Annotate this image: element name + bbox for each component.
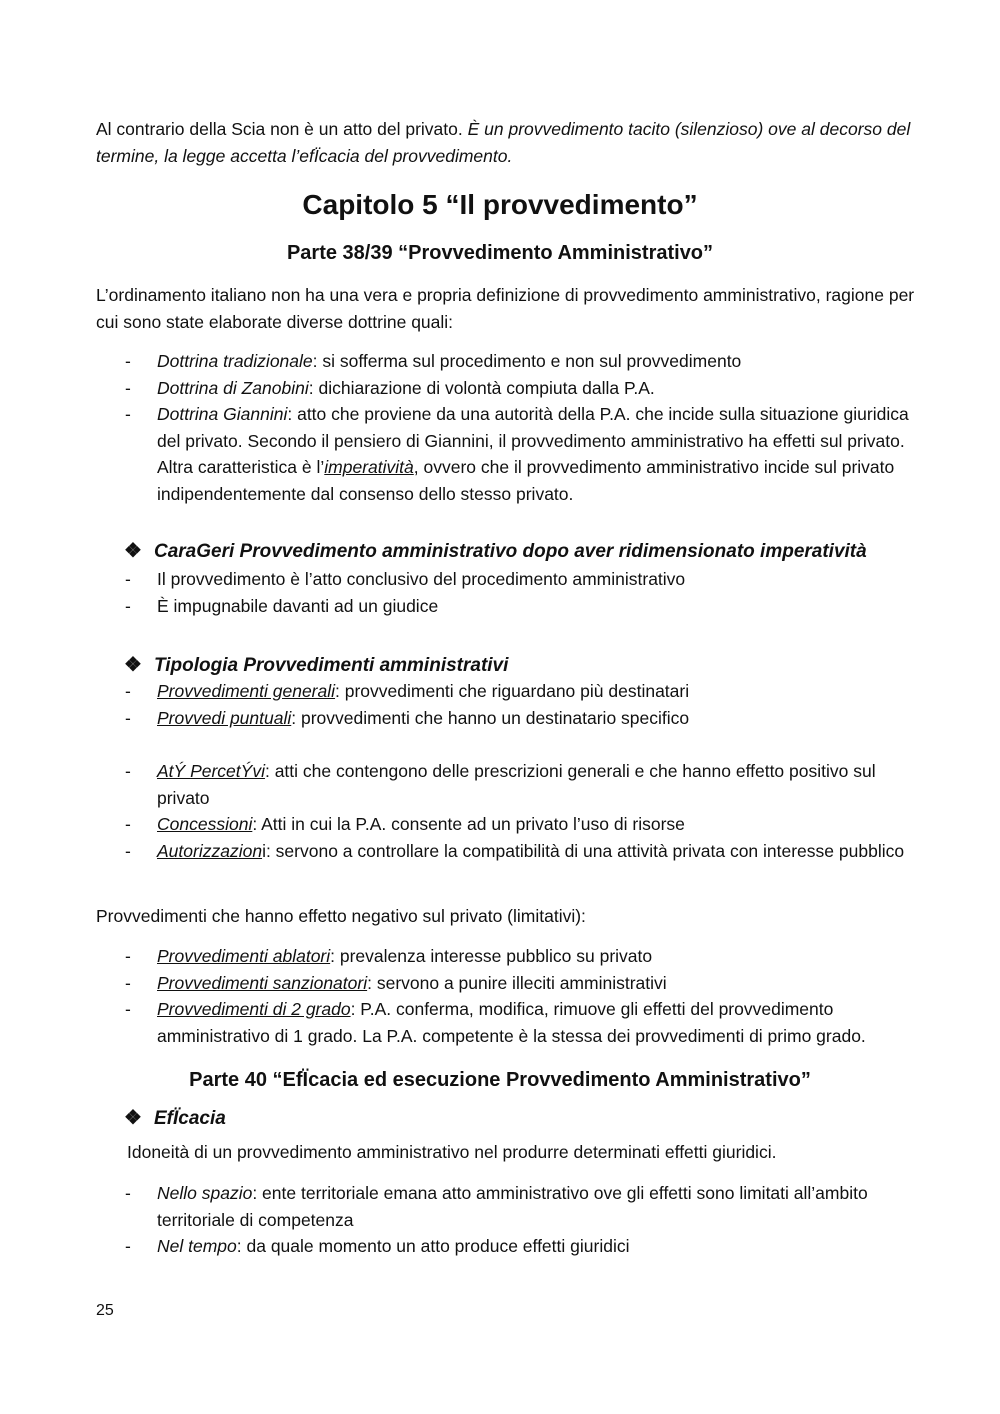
part1-title: Parte 38/39 “Provvedimento Amministrativo” [286,242,714,264]
limitativi-intro: Provvedimenti che hanno effetto negativo sul privato (limitativi): [96,906,586,926]
diamond-bullet-icon: ❖ [124,540,142,562]
tipologia-list-b [0,758,1000,864]
part1-intro: L’ordinamento italiano non ha una vera e propria definizione di provvedimento amministrativo, ragione per cui sono state elaborate diverse dottrine quali: [96,285,915,332]
dash-bullet: - [125,707,131,728]
list-text: : provvedimenti che hanno un destinatario specifico [291,707,690,728]
dash-bullet: - [125,404,131,424]
intro-normal-text: Al contrario della Scia non è un atto del privato. [96,119,468,139]
list-text: : prevalenza interesse pubblico su privato [330,946,653,966]
part2-title: Parte 40 “EfÏcacia ed esecuzione Provvedimento Amministrativo” [189,1069,811,1091]
doctrine-term: Dottrina Giannini [157,404,288,424]
efficacia-heading-text: EfÏcacia [154,1108,226,1129]
list-term: Autorizzazion [157,840,263,861]
dash-bullet: - [125,1183,131,1203]
list-item-text: Il provvedimento è l’atto conclusivo del procedimento amministrativo [157,569,686,589]
tipologia-list-a [0,678,1000,731]
list-term: Provvedimenti di 2 grado [157,999,351,1019]
doctrine-term: Dottrina tradizionale [157,351,313,371]
list-item [0,996,1000,1049]
efficacia-definition: Idoneità di un provvedimento amministrativo nel produrre determinati effetti giuridici. [127,1142,777,1162]
dash-bullet: - [125,999,131,1019]
list-item [0,811,1000,838]
intro-paragraph [96,116,916,169]
list-item [0,1233,1000,1260]
page-number: 25 [96,1302,114,1319]
list-item [0,375,1000,402]
dash-bullet: - [125,814,131,834]
list-item [0,970,1000,997]
doctrine-term: Dottrina di Zanobini [157,377,309,398]
chapter-title: Capitolo 5 “Il provvedimento” [302,189,698,220]
list-term: Provvedimenti sanzionatori [157,972,368,993]
list-term: Provvedimenti ablatori [157,946,331,966]
doctrine-text: : atto che proviene da una autorità della P.A. che incide sulla situazione giuridica del privato. Secondo il pensiero di Giannini, il provvedimento amministrativo ha effetti sul privato. Altra caratteristica è l’ [157,404,909,477]
dash-bullet: - [125,377,131,398]
list-item [0,348,1000,375]
caratteri-heading-text: CaraGeri Provvedimento amministrativo dopo aver ridimensionato imperatività [154,541,867,562]
list-text: : ente territoriale emana atto amministrativo ove gli effetti sono limitati all’ambito territoriale di competenza [157,1183,868,1230]
diamond-bullet-icon: ❖ [124,654,142,676]
doctrines-list [0,348,1000,507]
dash-bullet: - [125,681,131,701]
list-text: : servono a punire illeciti amministrativi [367,972,667,993]
list-item [0,705,1000,732]
tipologia-heading [124,652,944,679]
doctrine-text: : dichiarazione di volontà compiuta dalla P.A. [308,377,655,398]
list-item [0,758,1000,811]
list-text: : Atti in cui la P.A. consente ad un privato l’uso di risorse [252,814,685,834]
intro-italic-text: È un provvedimento tacito (silenzioso) ove al decorso del termine, la legge accetta l’efÏcacia del provvedimento. [96,119,911,166]
list-text: i: servono a controllare la compatibilità di una attività privata con interesse pubblico [262,840,905,861]
limitativi-list [0,943,1000,1049]
efficacia-heading [124,1105,944,1132]
caratteri-heading [124,538,944,565]
list-term: Nel tempo [157,1236,237,1256]
list-term: Concessioni [157,814,253,834]
diamond-bullet-icon: ❖ [124,1107,142,1129]
dash-bullet: - [125,761,131,781]
list-item [0,678,1000,705]
list-item [0,401,1000,507]
list-text: : P.A. conferma, modifica, rimuove gli effetti del provvedimento amministrativo di 1 grado. La P.A. competente è la stessa dei provvedimenti di primo grado. [157,999,866,1046]
list-item [0,943,1000,970]
list-text: : provvedimenti che riguardano più destinatari [335,681,690,701]
dash-bullet: - [125,595,131,616]
caratteri-list [0,566,1000,619]
tipologia-heading-text: Tipologia Provvedimenti amministrativi [154,655,509,676]
list-term: Nello spazio [157,1183,253,1203]
list-text: : atti che contengono delle prescrizioni generali e che hanno effetto positivo sul privato [157,761,876,808]
dash-bullet: - [125,972,131,993]
list-item [0,566,1000,593]
dash-bullet: - [125,946,131,966]
list-item [0,838,1000,865]
list-item-text: È impugnabile davanti ad un giudice [157,595,439,616]
dash-bullet: - [125,569,131,589]
list-term: Provvedimenti generali [157,681,336,701]
list-term: AtÝ PercetÝvi [157,761,265,781]
list-item [0,1180,1000,1233]
doctrine-text: , ovvero che il provvedimento amministrativo incide sul privato indipendentemente dal consenso dello stesso privato. [157,457,895,504]
list-item [0,593,1000,620]
efficacia-list [0,1180,1000,1260]
list-text: : da quale momento un atto produce effetti giuridici [236,1236,630,1256]
list-term: Provvedi puntuali [157,707,292,728]
doctrine-term-emphasis: imperatività [324,457,414,477]
dash-bullet: - [125,840,131,861]
dash-bullet: - [125,351,131,371]
doctrine-text: : si sofferma sul procedimento e non sul provvedimento [312,351,742,371]
dash-bullet: - [125,1236,131,1256]
